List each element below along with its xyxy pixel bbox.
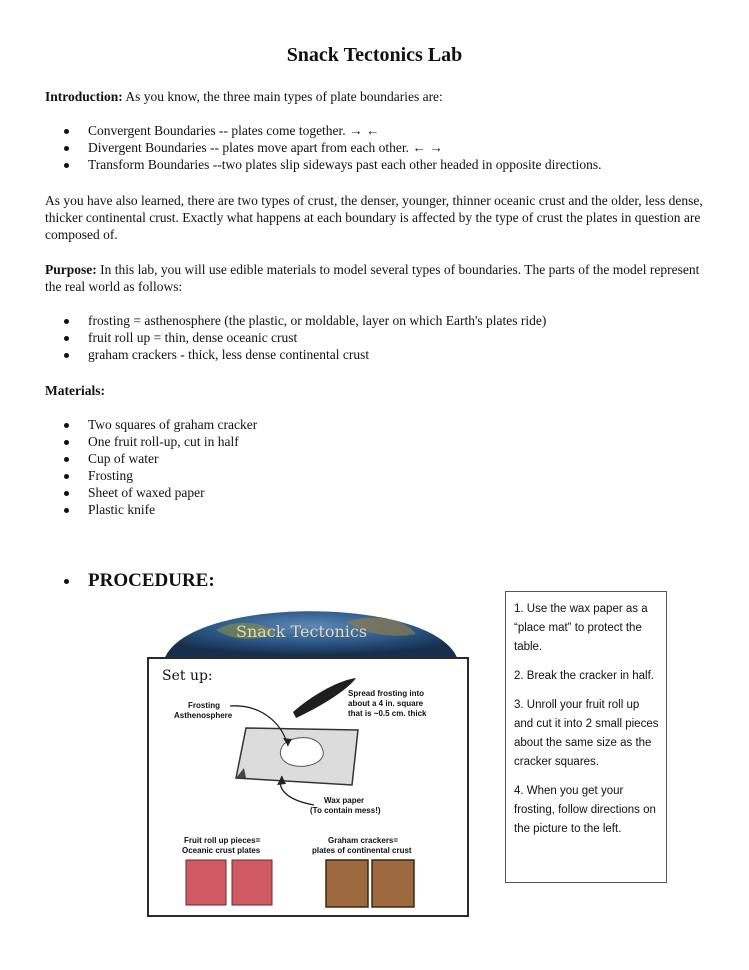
list-item: One fruit roll-up, cut in half: [64, 433, 257, 450]
step-item: 1. Use the wax paper as a “place mat” to protect the table.: [514, 603, 648, 653]
wax-label-2: (To contain mess!): [310, 806, 381, 815]
list-item: Two squares of graham cracker: [64, 416, 257, 433]
materials-heading: [45, 382, 710, 399]
list-item: Transform Boundaries --two plates slip sideways past each other headed in opposite directions.: [64, 156, 602, 173]
graham-label-1: Graham crackers=: [328, 836, 399, 845]
fruit-rollup-piece: [186, 860, 226, 905]
procedure-heading: [64, 570, 215, 592]
step-item: 4. When you get your frosting, follow directions on the picture to the left.: [514, 785, 656, 835]
boundary-list: [64, 122, 602, 173]
list-item: graham crackers - thick, less dense continental crust: [64, 346, 546, 363]
materials-label: Materials:: [45, 383, 105, 398]
materials-list: [64, 416, 257, 518]
graham-label-2: plates of continental crust: [312, 846, 412, 855]
spread-label-2: about a 4 in. square: [348, 699, 424, 708]
list-item: Cup of water: [64, 450, 257, 467]
fruit-label-1: Fruit roll up pieces=: [184, 836, 261, 845]
list-item: Sheet of waxed paper: [64, 484, 257, 501]
frosting-label-1: Frosting: [188, 701, 220, 710]
crust-paragraph: As you have also learned, there are two types of crust, the denser, younger, thinner oceanic crust and the older, less dense, thicker continental crust. Exactly what happens at each boundary is affected by the type of crust the plates in question are composed of.: [45, 193, 703, 242]
fruit-label-2: Oceanic crust plates: [182, 846, 261, 855]
purpose-text: In this lab, you will use edible materials to model several types of boundaries. The parts of the model represent the real world as follows:: [45, 262, 700, 294]
wax-label-1: Wax paper: [324, 796, 365, 805]
graham-cracker-piece: [326, 860, 368, 907]
introduction-paragraph: [45, 88, 710, 105]
purpose-paragraph: [45, 261, 710, 295]
instructions-box: [505, 591, 667, 883]
fruit-rollup-piece: [232, 860, 272, 905]
bullet-icon: [64, 579, 69, 584]
list-item: Divergent Boundaries -- plates move apart from each other. ← →: [64, 139, 602, 156]
list-item: fruit roll up = thin, dense oceanic crust: [64, 329, 546, 346]
page-title: Snack Tectonics Lab: [286, 44, 463, 66]
introduction-label: Introduction:: [45, 89, 123, 104]
step-item: 2. Break the cracker in half.: [514, 670, 654, 682]
list-item: Frosting: [64, 467, 257, 484]
banner-title: Snack Tectonics: [236, 622, 368, 641]
graham-cracker-piece: [372, 860, 414, 907]
spread-label-1: Spread frosting into: [348, 689, 424, 698]
snack-tectonics-figure: [146, 600, 472, 920]
procedure-label: PROCEDURE:: [88, 570, 215, 591]
setup-title: Set up:: [162, 668, 213, 684]
frosting-label-2: Asthenosphere: [174, 711, 233, 720]
purpose-label: Purpose:: [45, 262, 97, 277]
step-item: 3. Unroll your fruit roll up and cut it into 2 small pieces about the same size as the cracker squares.: [514, 699, 659, 768]
model-parts-list: [64, 312, 546, 363]
list-item: Convergent Boundaries -- plates come together. → ←: [64, 122, 602, 139]
list-item: frosting = asthenosphere (the plastic, or moldable, layer on which Earth's plates ride): [64, 312, 546, 329]
spread-label-3: that is ~0.5 cm. thick: [348, 709, 427, 718]
introduction-text: As you know, the three main types of plate boundaries are:: [122, 89, 443, 104]
list-item: Plastic knife: [64, 501, 257, 518]
